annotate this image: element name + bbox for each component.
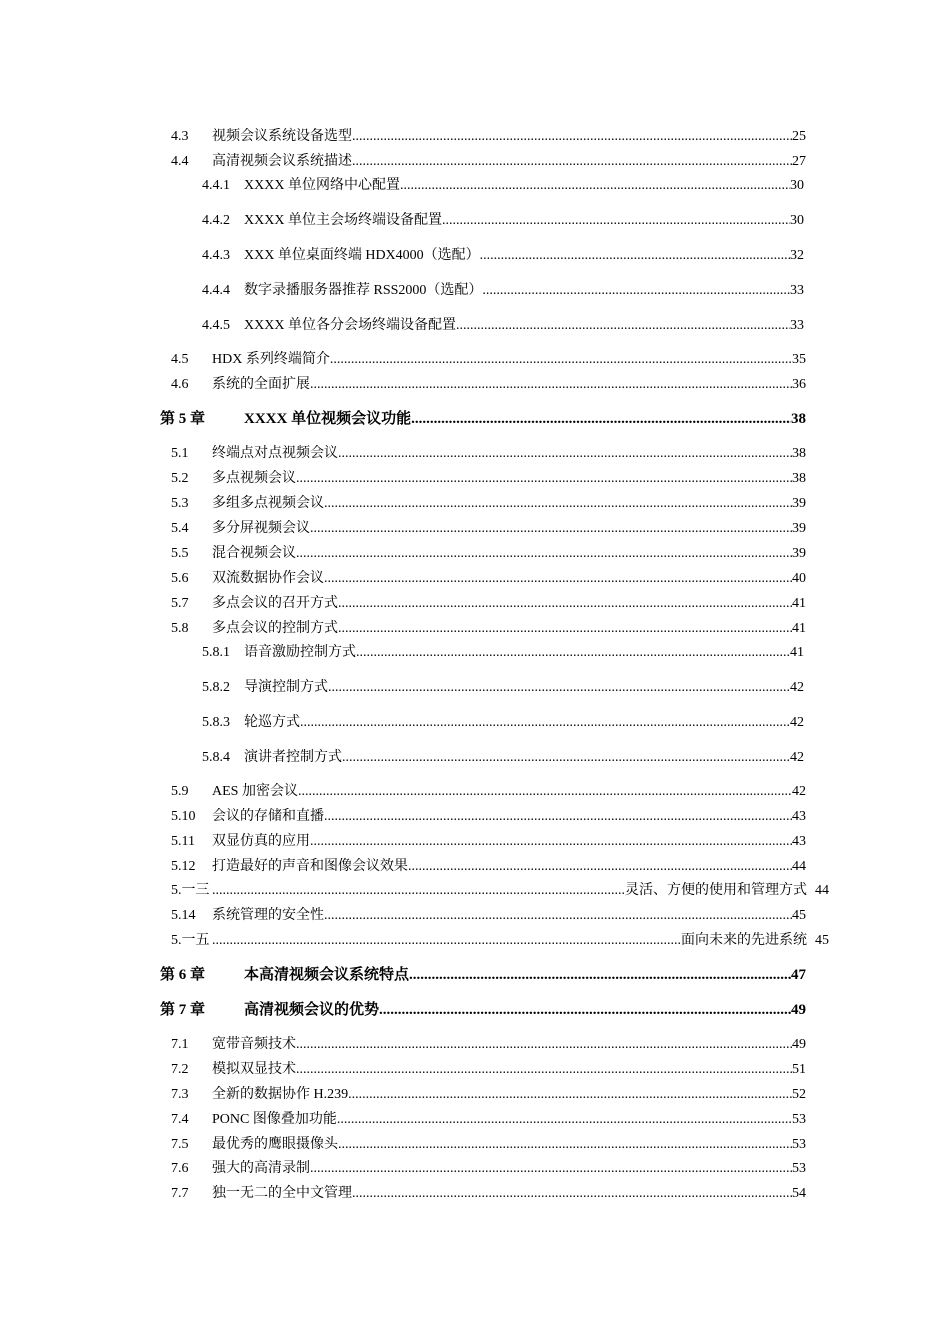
dot-leader [338, 1136, 792, 1154]
toc-entry[interactable] [171, 520, 806, 538]
toc-entry-number: 4.4.4 [202, 283, 230, 298]
dot-leader [342, 749, 790, 767]
toc-entry-number: 7.3 [171, 1087, 189, 1102]
toc-entry-title: 会议的存储和直播 [212, 809, 324, 824]
toc-entry-title: 系统管理的安全性 [212, 908, 324, 923]
toc-entry[interactable] [202, 317, 804, 335]
toc-entry-page-number: 45 [815, 933, 829, 948]
toc-entry-number: 5.14 [171, 908, 196, 923]
toc-entry-number: 5.3 [171, 496, 189, 511]
toc-entry-number: 5.8.2 [202, 680, 230, 695]
toc-entry-page-number: 43 [792, 834, 806, 849]
toc-entry[interactable] [171, 1036, 806, 1054]
toc-entry[interactable] [171, 1136, 806, 1154]
toc-entry[interactable] [202, 212, 804, 230]
toc-entry-title: XXXX 单位主会场终端设备配置 [244, 213, 442, 228]
toc-entry-page-number: 39 [792, 521, 806, 536]
toc-entry-number: 7.4 [171, 1112, 189, 1127]
toc-entry-page-number: 43 [792, 809, 806, 824]
toc-entry-title: 宽带音频技术 [212, 1037, 296, 1052]
toc-entry-page-number: 47 [791, 967, 806, 983]
toc-entry[interactable] [171, 1160, 806, 1178]
toc-chapter-entry[interactable] [160, 966, 806, 984]
toc-entry-number: 5.9 [171, 784, 189, 799]
dot-leader [409, 966, 791, 984]
toc-entry[interactable] [202, 679, 804, 697]
toc-entry-title: XXXX 单位视频会议功能 [244, 411, 412, 427]
toc-entry-number: 5.一五 [171, 933, 210, 948]
toc-entry[interactable] [171, 570, 806, 588]
toc-entry-number: 5.1 [171, 446, 189, 461]
toc-entry-number: 4.6 [171, 377, 189, 392]
toc-entry-title: 终端点对点视频会议 [212, 446, 338, 461]
toc-entry-title: 多点会议的控制方式 [212, 621, 338, 636]
dot-leader [310, 520, 792, 538]
dot-leader [324, 570, 792, 588]
toc-entry-page-number: 33 [790, 318, 804, 333]
toc-entry-number: 5.8.3 [202, 715, 230, 730]
toc-entry[interactable] [171, 808, 806, 826]
toc-entry-number: 5.11 [171, 834, 195, 849]
dot-leader [482, 282, 790, 300]
toc-entry[interactable] [171, 376, 806, 394]
toc-entry-page-number: 38 [792, 471, 806, 486]
toc-entry[interactable] [171, 1111, 806, 1129]
toc-entry-number: 7.1 [171, 1037, 189, 1052]
toc-entry-number: 5.8.4 [202, 750, 230, 765]
dot-leader [324, 808, 792, 826]
toc-entry[interactable] [171, 445, 806, 463]
toc-entry-number: 第 5 章 [160, 411, 206, 427]
toc-entry[interactable] [202, 282, 804, 300]
toc-entry[interactable] [171, 882, 829, 900]
toc-entry-title: 语音激励控制方式 [244, 645, 356, 660]
toc-entry[interactable] [171, 351, 806, 369]
dot-leader [296, 545, 792, 563]
toc-entry-page-number: 38 [792, 446, 806, 461]
toc-entry[interactable] [202, 749, 804, 767]
toc-entry-number: 5.10 [171, 809, 196, 824]
toc-entry-number: 4.4.1 [202, 178, 230, 193]
toc-entry[interactable] [171, 545, 806, 563]
toc-entry[interactable] [171, 153, 806, 171]
toc-entry-title: 打造最好的声音和图像会议效果 [212, 859, 408, 874]
dot-leader [212, 882, 625, 900]
toc-entry-number: 4.4.5 [202, 318, 230, 333]
toc-entry-page-number: 51 [792, 1062, 806, 1077]
dot-leader [324, 495, 792, 513]
toc-entry-number: 7.2 [171, 1062, 189, 1077]
toc-entry[interactable] [171, 620, 806, 638]
toc-entry[interactable] [171, 1061, 806, 1079]
toc-entry-page-number: 30 [790, 213, 804, 228]
toc-entry-page-number: 53 [792, 1137, 806, 1152]
toc-entry-number: 4.4.3 [202, 248, 230, 263]
toc-entry-page-number: 32 [790, 248, 804, 263]
toc-entry-number: 4.3 [171, 129, 189, 144]
toc-entry-title: 全新的数据协作 H.239 [212, 1087, 349, 1102]
dot-leader [310, 376, 792, 394]
toc-entry-page-number: 38 [791, 411, 806, 427]
toc-entry-title: XXX 单位桌面终端 HDX4000（选配） [244, 248, 480, 263]
toc-entry-title: 模拟双显技术 [212, 1062, 296, 1077]
dot-leader [296, 470, 792, 488]
toc-entry-page-number: 45 [792, 908, 806, 923]
toc-entry-page-number: 35 [792, 352, 806, 367]
toc-entry-page-number: 36 [792, 377, 806, 392]
toc-entry-page-number: 52 [792, 1087, 806, 1102]
toc-entry-title: 混合视频会议 [212, 546, 296, 561]
toc-entry[interactable] [171, 932, 829, 950]
dot-leader [408, 858, 792, 876]
dot-leader [356, 644, 790, 662]
toc-entry-title: HDX 系列终端简介 [212, 352, 330, 367]
dot-leader [480, 247, 790, 265]
toc-entry-number: 4.5 [171, 352, 189, 367]
dot-leader [338, 445, 792, 463]
toc-entry[interactable] [171, 833, 806, 851]
toc-entry-page-number: 40 [792, 571, 806, 586]
toc-entry-title: 高清视频会议系统描述 [212, 154, 352, 169]
dot-leader [310, 833, 792, 851]
toc-entry[interactable] [171, 858, 806, 876]
dot-leader [352, 1185, 792, 1203]
toc-entry-page-number: 41 [792, 621, 806, 636]
toc-entry[interactable] [171, 783, 806, 801]
dot-leader [411, 410, 791, 428]
toc-entry[interactable] [202, 714, 804, 732]
dot-leader [456, 317, 790, 335]
toc-entry-page-number: 33 [790, 283, 804, 298]
toc-entry[interactable] [171, 595, 806, 613]
toc-entry[interactable] [202, 177, 804, 195]
toc-entry-title: 多点会议的召开方式 [212, 596, 338, 611]
toc-entry[interactable] [171, 1086, 806, 1104]
toc-entry-title: 双显仿真的应用 [212, 834, 310, 849]
dot-leader [296, 1036, 792, 1054]
toc-entry[interactable] [171, 1185, 806, 1203]
toc-entry-page-number: 44 [792, 859, 806, 874]
toc-entry-page-number: 27 [792, 154, 806, 169]
toc-entry-title: 强大的高清录制 [212, 1161, 310, 1176]
toc-entry-title: 视频会议系统设备选型 [212, 129, 352, 144]
dot-leader [330, 351, 792, 369]
toc-entry-page-number: 41 [790, 645, 804, 660]
dot-leader [352, 128, 792, 146]
toc-entry-number: 5.4 [171, 521, 189, 536]
toc-entry-title: 多组多点视频会议 [212, 496, 324, 511]
toc-entry-page-number: 49 [791, 1002, 806, 1018]
toc-entry-title: 多点视频会议 [212, 471, 296, 486]
dot-leader [324, 907, 792, 925]
toc-entry-title: 面向未来的先进系统 [681, 933, 807, 948]
toc-entry-title: 系统的全面扩展 [212, 377, 310, 392]
toc-entry-number: 5.12 [171, 859, 196, 874]
toc-entry-number: 4.4.2 [202, 213, 230, 228]
toc-entry-page-number: 30 [790, 178, 804, 193]
toc-entry-title: 本高清视频会议系统特点 [244, 967, 410, 983]
toc-entry-page-number: 42 [792, 784, 806, 799]
dot-leader [379, 1001, 791, 1019]
toc-entry-number: 第 7 章 [160, 1002, 206, 1018]
toc-entry-page-number: 49 [792, 1037, 806, 1052]
toc-entry-number: 5.8.1 [202, 645, 230, 660]
toc-entry-page-number: 42 [790, 750, 804, 765]
toc-entry-number: 5.6 [171, 571, 189, 586]
toc-chapter-entry[interactable] [160, 410, 806, 428]
dot-leader [442, 212, 790, 230]
toc-entry-number: 5.5 [171, 546, 189, 561]
toc-entry-page-number: 39 [792, 496, 806, 511]
toc-entry-title: XXXX 单位各分会场终端设备配置 [244, 318, 456, 333]
toc-chapter-entry[interactable] [160, 1001, 806, 1019]
toc-entry-number: 第 6 章 [160, 967, 206, 983]
toc-entry-number: 5.8 [171, 621, 189, 636]
toc-entry-title: 灵活、方便的使用和管理方式 [625, 883, 807, 898]
toc-entry-page-number: 25 [792, 129, 806, 144]
toc-entry-number: 4.4 [171, 154, 189, 169]
toc-entry[interactable] [202, 644, 804, 662]
toc-entry-number: 5.一三 [171, 883, 210, 898]
toc-entry-title: 最优秀的鹰眼摄像头 [212, 1137, 338, 1152]
toc-entry-page-number: 54 [792, 1186, 806, 1201]
toc-entry-page-number: 53 [792, 1161, 806, 1176]
toc-entry-title: 双流数据协作会议 [212, 571, 324, 586]
dot-leader [300, 714, 790, 732]
dot-leader [352, 153, 792, 171]
toc-entry-page-number: 39 [792, 546, 806, 561]
toc-entry-page-number: 41 [792, 596, 806, 611]
dot-leader [212, 932, 681, 950]
toc-entry-title: 轮巡方式 [244, 715, 300, 730]
toc-entry-page-number: 42 [790, 680, 804, 695]
toc-entry-number: 5.2 [171, 471, 189, 486]
toc-entry-page-number: 53 [792, 1112, 806, 1127]
toc-entry[interactable] [171, 470, 806, 488]
toc-entry-page-number: 44 [815, 883, 829, 898]
dot-leader [296, 1061, 792, 1079]
toc-entry-title: 多分屏视频会议 [212, 521, 310, 536]
dot-leader [337, 1111, 792, 1129]
toc-entry-number: 5.7 [171, 596, 189, 611]
toc-entry[interactable] [171, 495, 806, 513]
dot-leader [338, 620, 792, 638]
dot-leader [328, 679, 790, 697]
toc-entry-title: 数字录播服务器推荐 RSS2000（选配） [244, 283, 483, 298]
toc-entry[interactable] [202, 247, 804, 265]
toc-entry[interactable] [171, 907, 806, 925]
dot-leader [298, 783, 792, 801]
toc-entry-title: 独一无二的全中文管理 [212, 1186, 352, 1201]
toc-entry-title: 导演控制方式 [244, 680, 328, 695]
toc-entry-number: 7.6 [171, 1161, 189, 1176]
toc-entry-title: 演讲者控制方式 [244, 750, 342, 765]
toc-entry-number: 7.7 [171, 1186, 189, 1201]
dot-leader [310, 1160, 792, 1178]
dot-leader [348, 1086, 792, 1104]
toc-entry-title: PONC 图像叠加功能 [212, 1112, 337, 1127]
toc-entry-number: 7.5 [171, 1137, 189, 1152]
toc-entry-title: AES 加密会议 [212, 784, 298, 799]
toc-entry[interactable] [171, 128, 806, 146]
toc-entry-page-number: 42 [790, 715, 804, 730]
dot-leader [338, 595, 792, 613]
toc-entry-title: XXXX 单位网络中心配置 [244, 178, 400, 193]
dot-leader [400, 177, 790, 195]
toc-entry-title: 高清视频会议的优势 [244, 1002, 380, 1018]
